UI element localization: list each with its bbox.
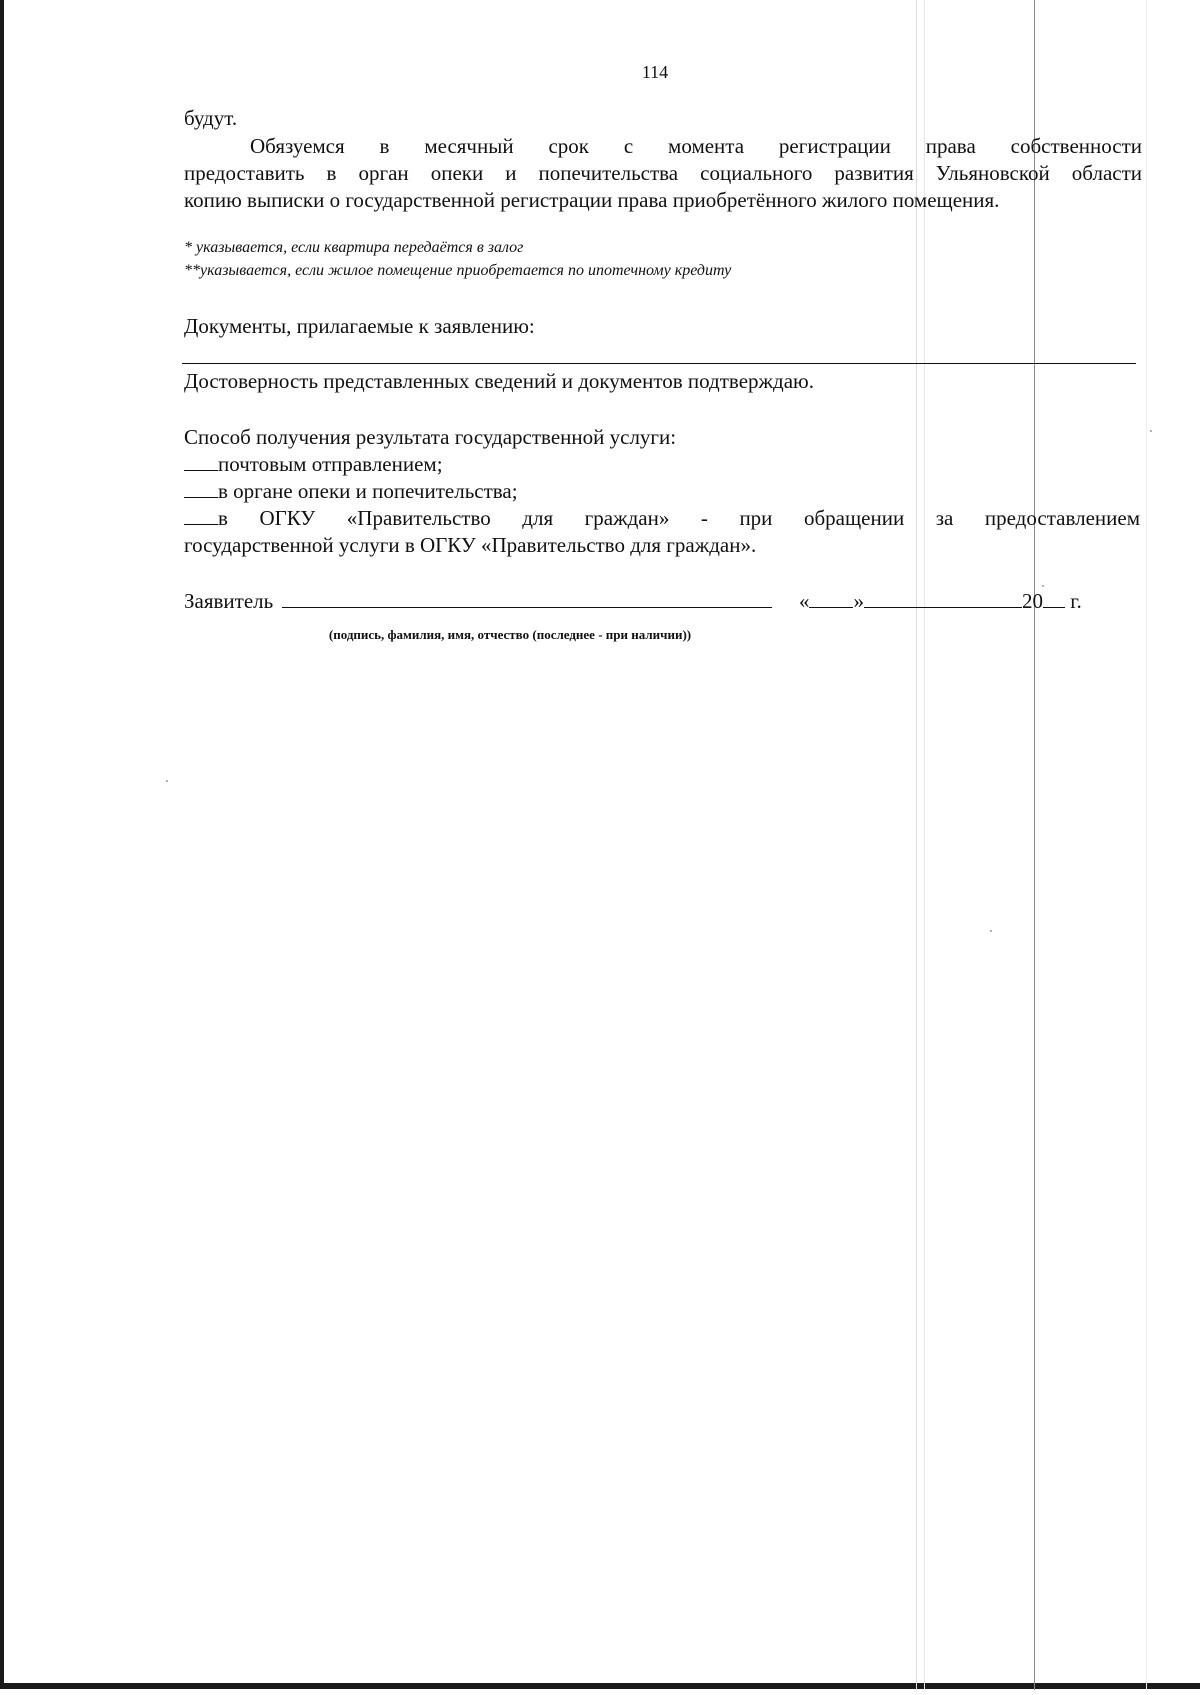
documents-blank-line <box>182 363 1136 364</box>
continuation-text: будут. <box>184 106 238 130</box>
signature-field[interactable] <box>282 589 772 608</box>
year-suffix: г. <box>1070 589 1082 613</box>
scan-speck <box>1042 585 1044 587</box>
page-number: 114 <box>641 62 669 82</box>
scan-speck <box>990 930 992 932</box>
commitment-line-2: предоставить в орган опеки и попечительства социального развития Ульяновской области <box>184 161 1142 185</box>
scan-line-faint <box>924 0 925 1690</box>
year-field[interactable] <box>1043 589 1065 608</box>
checkbox-blank[interactable] <box>184 479 218 498</box>
delivery-heading: Способ получения результата государственной услуги: <box>184 425 677 449</box>
delivery-option-ogku-label: в ОГКУ «Правительство для граждан» - при обращении за предоставлением <box>218 506 1140 530</box>
delivery-option-guardianship <box>184 478 1142 505</box>
day-field[interactable] <box>809 589 853 608</box>
checkbox-blank[interactable] <box>184 452 218 471</box>
scan-edge-left <box>0 0 4 1686</box>
quote-open: « <box>798 589 810 613</box>
scan-speck <box>1150 430 1152 432</box>
delivery-option-guardianship-label: в органе опеки и попечительства; <box>218 479 518 503</box>
footnote-1: * указывается, если квартира передаётся в залог <box>184 239 524 256</box>
signature-caption: (подпись, фамилия, имя, отчество (последнее - при наличии)) <box>328 627 692 642</box>
applicant-label: Заявитель <box>184 589 274 613</box>
quote-close: » <box>853 589 864 613</box>
scan-edge-bottom <box>0 1683 1200 1689</box>
scan-line <box>1034 0 1035 1690</box>
scan-line-faint <box>1146 0 1147 1690</box>
month-field[interactable] <box>864 589 1022 608</box>
scan-line-faint <box>916 0 917 1690</box>
delivery-option-ogku-continuation: государственной услуги в ОГКУ «Правительство для граждан». <box>184 533 757 557</box>
scan-speck <box>166 780 168 782</box>
documents-label: Документы, прилагаемые к заявлению: <box>184 314 535 338</box>
checkbox-blank[interactable] <box>184 506 218 525</box>
delivery-option-post-label: почтовым отправлением; <box>218 452 443 476</box>
delivery-option-post <box>184 451 1142 478</box>
signature-row <box>184 588 1124 615</box>
commitment-line-3: копию выписки о государственной регистрации права приобретённого жилого помещения. <box>184 188 1000 212</box>
commitment-line-1: Обязуемся в месячный срок с момента регистрации права собственности <box>250 134 1142 158</box>
footnote-2: **указывается, если жилое помещение приобретается по ипотечному кредиту <box>184 262 732 279</box>
delivery-option-ogku <box>184 505 1142 532</box>
confirmation-text: Достоверность представленных сведений и документов подтверждаю. <box>184 369 814 393</box>
year-prefix: 20 <box>1021 589 1043 613</box>
